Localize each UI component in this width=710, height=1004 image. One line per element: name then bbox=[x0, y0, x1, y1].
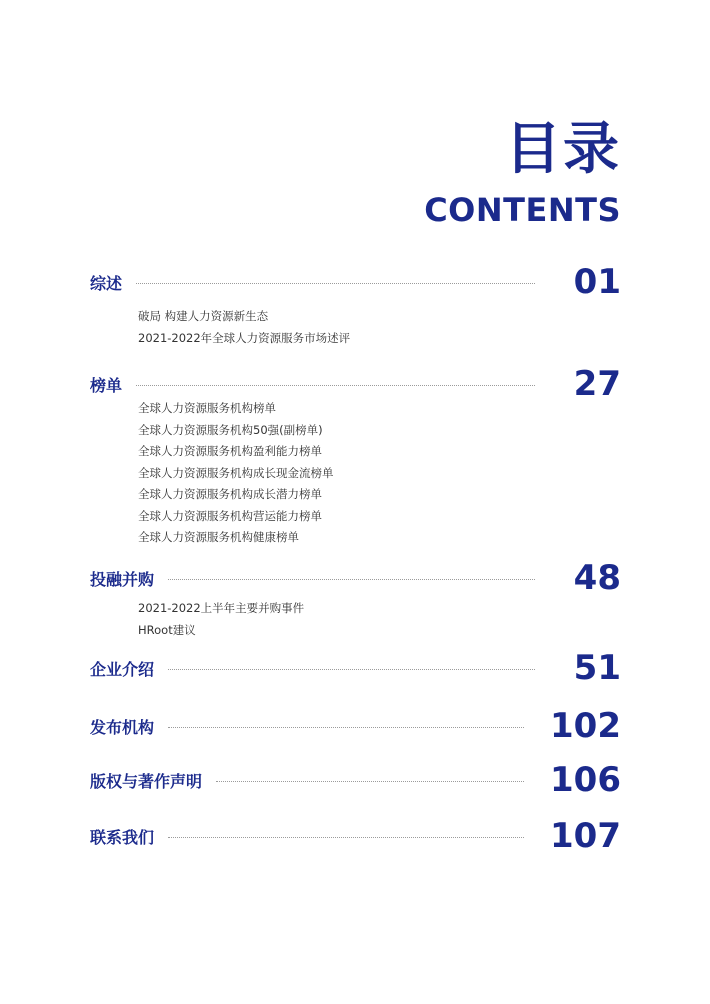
toc-subitem[interactable]: 全球人力资源服务机构50强(副榜单) bbox=[138, 422, 323, 437]
toc-subitem[interactable]: 全球人力资源服务机构成长潜力榜单 bbox=[138, 487, 322, 501]
toc-section-contact[interactable] bbox=[90, 816, 621, 856]
dotted-leader bbox=[168, 837, 524, 838]
dotted-leader bbox=[168, 727, 524, 728]
toc-sublist-investment-mna bbox=[138, 598, 304, 641]
toc-section-title: 榜单 bbox=[90, 375, 123, 395]
dotted-leader bbox=[168, 669, 535, 670]
toc-section-company-intro[interactable] bbox=[90, 648, 621, 688]
toc-section-publisher[interactable] bbox=[90, 706, 621, 746]
toc-sublist-rankings bbox=[138, 398, 334, 549]
toc-section-overview[interactable] bbox=[90, 262, 621, 302]
toc-page-number: 102 bbox=[550, 706, 621, 746]
toc-section-title: 企业介绍 bbox=[90, 659, 155, 679]
toc-page-number: 27 bbox=[573, 364, 621, 404]
toc-section-copyright[interactable] bbox=[90, 760, 621, 800]
toc-page-number: 48 bbox=[573, 558, 621, 598]
toc-page-number: 107 bbox=[550, 816, 621, 856]
toc-page-number: 01 bbox=[573, 262, 621, 302]
toc-subitem[interactable]: 2021-2022年全球人力资源服务市场述评 bbox=[138, 330, 351, 345]
toc-subitem[interactable]: 全球人力资源服务机构健康榜单 bbox=[138, 530, 299, 544]
toc-page-number: 106 bbox=[550, 760, 621, 800]
toc-subitem[interactable]: HRoot建议 bbox=[138, 622, 196, 637]
toc-section-title: 综述 bbox=[90, 273, 123, 293]
dotted-leader bbox=[136, 283, 535, 284]
toc-section-investment-mna[interactable] bbox=[90, 558, 621, 598]
toc-subitem[interactable]: 全球人力资源服务机构盈利能力榜单 bbox=[138, 444, 322, 458]
toc-subitem[interactable]: 2021-2022上半年主要并购事件 bbox=[138, 601, 305, 615]
dotted-leader bbox=[216, 781, 524, 782]
toc-section-title: 发布机构 bbox=[90, 717, 155, 737]
dotted-leader bbox=[168, 579, 535, 580]
toc-section-title: 版权与著作声明 bbox=[90, 771, 203, 791]
toc-section-title: 联系我们 bbox=[90, 827, 155, 847]
toc-subitem[interactable]: 全球人力资源服务机构成长现金流榜单 bbox=[138, 465, 334, 480]
toc-section-title: 投融并购 bbox=[90, 569, 155, 589]
toc-subitem[interactable]: 全球人力资源服务机构营运能力榜单 bbox=[138, 508, 322, 523]
toc-page-number: 51 bbox=[573, 648, 621, 688]
page-title-en: CONTENTS bbox=[424, 191, 621, 229]
dotted-leader bbox=[136, 385, 535, 386]
toc-subitem[interactable]: 破局 构建人力资源新生态 bbox=[138, 309, 269, 323]
toc-subitem[interactable]: 全球人力资源服务机构榜单 bbox=[138, 401, 276, 415]
page-title-cn: 目录 bbox=[505, 117, 621, 182]
toc-sublist-overview bbox=[138, 306, 350, 349]
contents-heading bbox=[424, 112, 621, 230]
